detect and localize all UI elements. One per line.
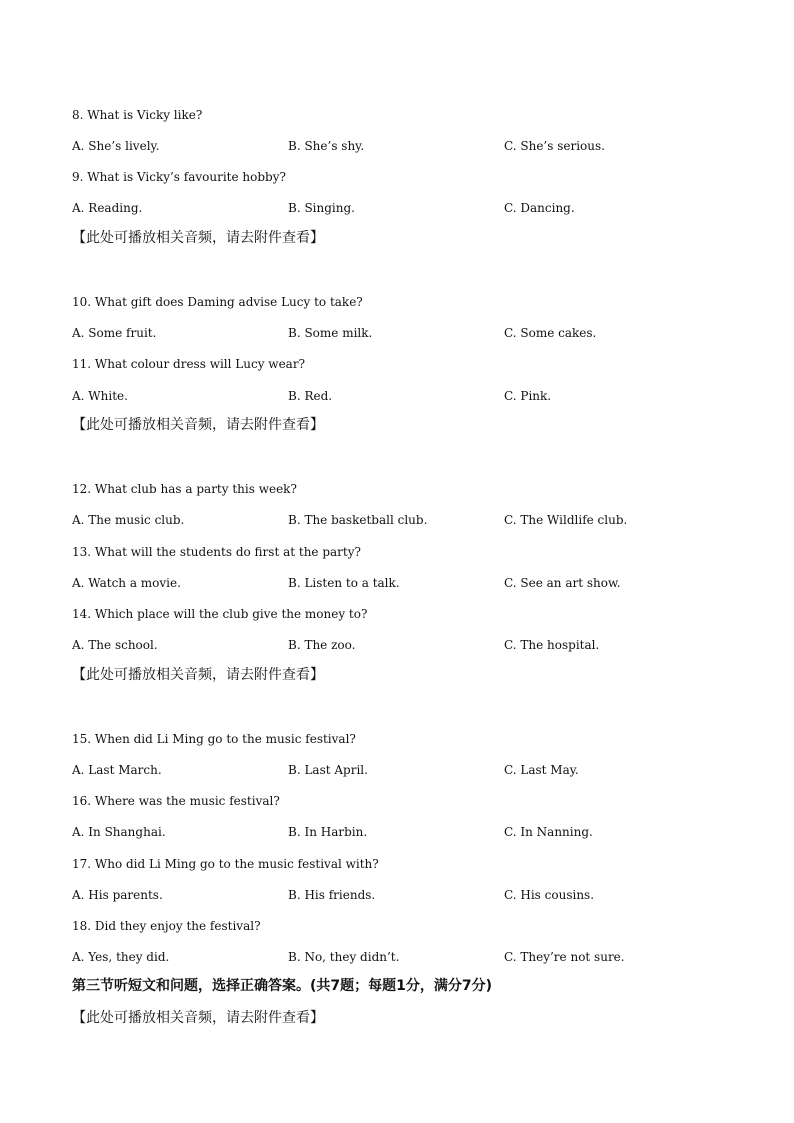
q14-option-a: A. The school. <box>72 638 158 652</box>
q17-option-c: C. His cousins. <box>504 888 595 902</box>
q9-option-b: B. Singing. <box>288 201 355 215</box>
q11-option-b: B. Red. <box>288 389 333 403</box>
q18-option-b: B. No, they didn’t. <box>288 950 400 964</box>
q10-option-c: C. Some cakes. <box>504 326 597 340</box>
question-12: 12. What club has a party this week? <box>72 482 297 496</box>
question-11: 11. What colour dress will Lucy wear? <box>72 357 305 371</box>
question-17: 17. Who did Li Ming go to the music festival with? <box>72 857 379 871</box>
q17-option-a: A. His parents. <box>72 888 163 902</box>
q11-option-c: C. Pink. <box>504 389 552 403</box>
section-3-heading: 第三节听短文和问题，选择正确答案。(共7题；每题1分，满分7分) <box>72 978 493 994</box>
q18-option-c: C. They’re not sure. <box>504 950 625 964</box>
q9-option-c: C. Dancing. <box>504 201 575 215</box>
q15-option-a: A. Last March. <box>72 763 162 777</box>
question-10: 10. What gift does Daming advise Lucy to take? <box>72 295 363 309</box>
q12-option-b: B. The basketball club. <box>288 513 428 527</box>
audio-note-2: 【此处可播放相关音频，请去附件查看】 <box>72 417 324 433</box>
q10-option-a: A. Some fruit. <box>72 326 157 340</box>
q8-option-c: C. She’s serious. <box>504 139 605 153</box>
audio-note-3: 【此处可播放相关音频，请去附件查看】 <box>72 667 324 683</box>
q15-option-b: B. Last April. <box>288 763 368 777</box>
audio-note-1: 【此处可播放相关音频，请去附件查看】 <box>72 230 324 246</box>
q16-option-a: A. In Shanghai. <box>72 825 166 839</box>
question-9: 9. What is Vicky’s favourite hobby? <box>72 170 286 184</box>
q8-option-b: B. She’s shy. <box>288 139 365 153</box>
q13-option-a: A. Watch a movie. <box>72 576 181 590</box>
question-16: 16. Where was the music festival? <box>72 794 280 808</box>
audio-note-4: 【此处可播放相关音频，请去附件查看】 <box>72 1010 324 1026</box>
q13-option-b: B. Listen to a talk. <box>288 576 400 590</box>
q9-option-a: A. Reading. <box>72 201 143 215</box>
q12-option-a: A. The music club. <box>72 513 185 527</box>
q16-option-b: B. In Harbin. <box>288 825 368 839</box>
question-14: 14. Which place will the club give the money to? <box>72 607 368 621</box>
question-13: 13. What will the students do first at the party? <box>72 545 361 559</box>
q18-option-a: A. Yes, they did. <box>72 950 170 964</box>
question-18: 18. Did they enjoy the festival? <box>72 919 261 933</box>
question-15: 15. When did Li Ming go to the music festival? <box>72 732 356 746</box>
q17-option-b: B. His friends. <box>288 888 376 902</box>
q14-option-c: C. The hospital. <box>504 638 600 652</box>
q10-option-b: B. Some milk. <box>288 326 373 340</box>
q13-option-c: C. See an art show. <box>504 576 621 590</box>
q14-option-b: B. The zoo. <box>288 638 356 652</box>
question-8: 8. What is Vicky like? <box>72 108 203 122</box>
q16-option-c: C. In Nanning. <box>504 825 593 839</box>
q11-option-a: A. White. <box>72 389 128 403</box>
q12-option-c: C. The Wildlife club. <box>504 513 628 527</box>
q8-option-a: A. She’s lively. <box>72 139 160 153</box>
q15-option-c: C. Last May. <box>504 763 579 777</box>
